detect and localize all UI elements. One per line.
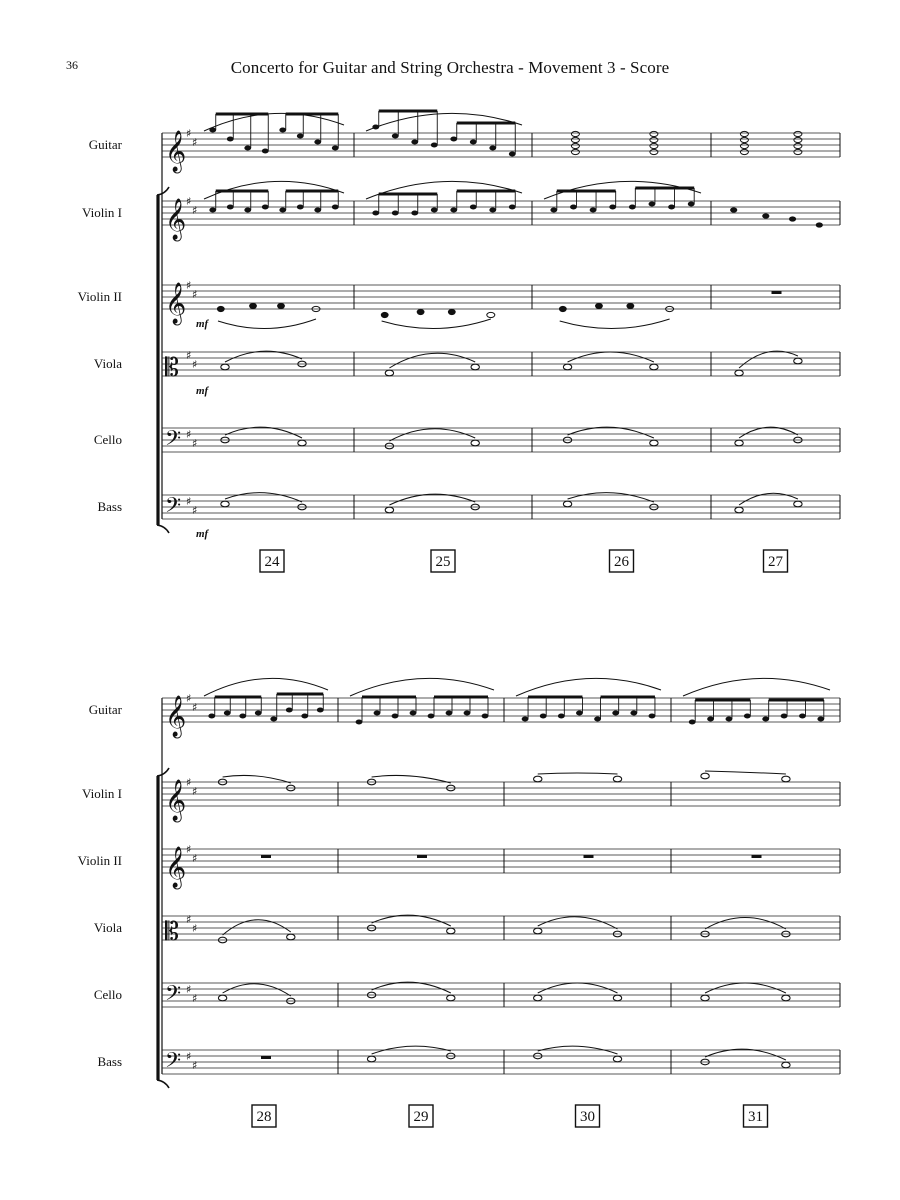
eighth-note: [609, 205, 616, 210]
tie-slur: [538, 983, 618, 993]
eighth-note: [255, 711, 262, 716]
staff: [78, 279, 840, 330]
eighth-note: [612, 711, 619, 716]
slur: [218, 319, 316, 329]
eighth-note: [428, 714, 435, 719]
sharp-icon: ♯: [192, 204, 198, 217]
whole-rest: [584, 855, 594, 858]
eighth-note: [689, 720, 696, 725]
instrument-label: Violin I: [81, 205, 122, 220]
eighth-note: [649, 714, 656, 719]
sharp-icon: ♯: [192, 288, 198, 301]
instrument-label: Guitar: [88, 137, 122, 152]
half-note: [782, 776, 790, 782]
alto-clef-icon: 𝄡: [165, 353, 179, 382]
eighth-note: [431, 143, 438, 148]
quarter-note: [762, 213, 769, 218]
sharp-icon: ♯: [186, 428, 192, 441]
tie-slur: [739, 351, 798, 368]
quarter-note: [789, 216, 796, 221]
staff: [94, 426, 840, 455]
eighth-note: [596, 303, 603, 308]
half-note: [447, 928, 455, 934]
measure-number: [252, 1105, 276, 1127]
sharp-icon: ♯: [192, 136, 198, 149]
tie-slur: [225, 351, 302, 362]
eighth-note: [262, 149, 269, 154]
slur: [560, 319, 670, 329]
instrument-label: Guitar: [88, 702, 122, 717]
chord-note: [571, 149, 579, 154]
eighth-note: [372, 211, 379, 216]
half-note: [471, 364, 479, 370]
sharp-icon: ♯: [192, 992, 198, 1005]
measure-number-label: 25: [435, 554, 451, 570]
instrument-label: Viola: [93, 356, 122, 371]
half-note: [385, 370, 393, 376]
eighth-note: [707, 717, 714, 722]
measure-number-label: 28: [256, 1109, 272, 1125]
eighth-note: [431, 208, 438, 213]
eighth-note: [332, 205, 339, 210]
sharp-icon: ♯: [186, 127, 192, 140]
eighth-note: [270, 717, 277, 722]
eighth-note: [470, 205, 477, 210]
whole-rest: [752, 855, 762, 858]
quarter-note: [816, 222, 823, 227]
half-note: [735, 507, 743, 513]
staff: [82, 181, 840, 241]
tie-slur: [223, 984, 291, 996]
quarter-note: [730, 207, 737, 212]
eighth-note: [297, 205, 304, 210]
whole-rest: [417, 855, 427, 858]
staff: [89, 111, 840, 173]
eighth-note: [244, 208, 251, 213]
eighth-note: [381, 312, 388, 317]
eighth-note: [356, 720, 363, 725]
eighth-note: [374, 711, 381, 716]
measure-number-label: 29: [413, 1109, 429, 1125]
whole-rest: [772, 291, 782, 294]
instrument-label: Violin I: [81, 786, 122, 801]
eighth-note: [278, 303, 285, 308]
eighth-note: [314, 140, 321, 145]
half-note: [794, 501, 802, 507]
half-note: [563, 364, 571, 370]
eighth-note: [762, 717, 769, 722]
eighth-note: [630, 711, 637, 716]
chord-note: [571, 137, 579, 142]
chord-note: [650, 137, 658, 142]
instrument-label: Violin II: [77, 289, 122, 304]
sharp-icon: ♯: [192, 437, 198, 450]
sharp-icon: ♯: [192, 852, 198, 865]
measure-number: [744, 1105, 768, 1127]
sharp-icon: ♯: [192, 922, 198, 935]
half-note: [794, 358, 802, 364]
chord-note: [571, 131, 579, 136]
treble-clef-icon: 𝄞: [165, 847, 187, 888]
eighth-note: [411, 211, 418, 216]
staff: [94, 981, 840, 1010]
staff: [97, 1046, 840, 1077]
eighth-note: [489, 146, 496, 151]
half-note: [735, 440, 743, 446]
eighth-note: [227, 137, 234, 142]
chord-note: [794, 149, 802, 154]
measure-number: [260, 550, 284, 572]
instrument-label: Cello: [93, 987, 122, 1002]
page-number: 36: [66, 58, 78, 72]
eighth-note: [208, 714, 215, 719]
treble-clef-icon: 𝄞: [165, 283, 187, 324]
eighth-note: [799, 714, 806, 719]
measure-number: [409, 1105, 433, 1127]
tie-slur: [538, 773, 618, 774]
half-note: [471, 440, 479, 446]
half-note: [782, 995, 790, 1001]
half-note: [221, 364, 229, 370]
slur: [683, 678, 830, 696]
eighth-note: [286, 708, 293, 713]
sharp-icon: ♯: [186, 195, 192, 208]
bracket-hook-top: [157, 187, 169, 195]
eighth-note: [227, 205, 234, 210]
treble-clef-icon: 𝄞: [165, 780, 187, 821]
staff: [94, 913, 840, 946]
slur: [516, 678, 661, 696]
tie-slur: [372, 915, 451, 926]
eighth-note: [279, 208, 286, 213]
half-note: [367, 1056, 375, 1062]
eighth-note: [244, 146, 251, 151]
tie-slur: [389, 429, 475, 441]
measure-number: [610, 550, 634, 572]
tie-slur: [372, 982, 451, 993]
bass-clef-icon: 𝄢: [165, 426, 182, 455]
whole-rest: [261, 855, 271, 858]
bracket-hook-top: [157, 768, 169, 776]
measure-number-label: 30: [580, 1109, 595, 1125]
sharp-icon: ♯: [186, 983, 192, 996]
tie-slur: [705, 771, 786, 774]
sharp-icon: ♯: [186, 843, 192, 856]
eighth-note: [417, 309, 424, 314]
bracket-hook-bottom: [157, 1080, 169, 1088]
tie-slur: [568, 352, 654, 362]
half-note: [447, 995, 455, 1001]
sharp-icon: ♯: [186, 1050, 192, 1063]
chord-note: [650, 143, 658, 148]
tie-slur: [705, 918, 786, 930]
sharp-icon: ♯: [192, 358, 198, 371]
treble-clef-icon: 𝄞: [165, 199, 187, 240]
eighth-note: [744, 714, 751, 719]
alto-clef-icon: 𝄡: [165, 917, 179, 946]
eighth-note: [558, 714, 565, 719]
eighth-note: [559, 306, 566, 311]
dynamic-marking: mf: [196, 528, 209, 540]
half-note: [534, 928, 542, 934]
staff: [97, 493, 840, 540]
eighth-note: [522, 717, 529, 722]
eighth-note: [482, 714, 489, 719]
eighth-note: [279, 128, 286, 133]
tie-slur: [225, 427, 302, 438]
staff: [89, 678, 840, 738]
eighth-note: [314, 208, 321, 213]
eighth-note: [489, 208, 496, 213]
chord-note: [794, 143, 802, 148]
eighth-note: [509, 152, 516, 157]
treble-clef-icon: 𝄞: [165, 131, 187, 172]
chord-note: [650, 131, 658, 136]
half-note: [218, 995, 226, 1001]
measure-number: [576, 1105, 600, 1127]
eighth-note: [297, 134, 304, 139]
eighth-note: [550, 208, 557, 213]
chord-note: [794, 131, 802, 136]
half-note: [487, 312, 495, 317]
sharp-icon: ♯: [186, 913, 192, 926]
dynamic-marking: mf: [196, 385, 209, 397]
tie-slur: [389, 353, 475, 368]
sharp-icon: ♯: [192, 1059, 198, 1072]
instrument-label: Violin II: [77, 853, 122, 868]
instrument-label: Cello: [93, 432, 122, 447]
eighth-note: [411, 140, 418, 145]
half-note: [735, 370, 743, 376]
eighth-note: [817, 717, 824, 722]
eighth-note: [392, 134, 399, 139]
half-note: [650, 440, 658, 446]
staff: [82, 771, 840, 822]
eighth-note: [470, 140, 477, 145]
tie-slur: [739, 427, 798, 438]
chord-note: [571, 143, 579, 148]
eighth-note: [317, 708, 324, 713]
chord-note: [650, 149, 658, 154]
treble-clef-icon: 𝄞: [165, 696, 187, 737]
eighth-note: [649, 202, 656, 207]
sharp-icon: ♯: [186, 692, 192, 705]
half-note: [701, 995, 709, 1001]
half-note: [701, 773, 709, 779]
sharp-icon: ♯: [186, 279, 192, 292]
whole-rest: [261, 1056, 271, 1059]
half-note: [221, 501, 229, 507]
eighth-note: [410, 711, 417, 716]
eighth-note: [629, 205, 636, 210]
eighth-note: [450, 137, 457, 142]
measure-number-label: 24: [264, 554, 280, 570]
half-note: [385, 507, 393, 513]
half-note: [650, 364, 658, 370]
eighth-note: [464, 711, 471, 716]
instrument-label: Bass: [97, 1054, 122, 1069]
eighth-note: [250, 303, 257, 308]
measure-number-label: 31: [748, 1109, 763, 1125]
eighth-note: [209, 208, 216, 213]
sharp-icon: ♯: [186, 495, 192, 508]
staff: [78, 843, 840, 889]
dynamic-marking: mf: [196, 318, 209, 330]
tie-slur: [389, 494, 475, 505]
half-note: [534, 995, 542, 1001]
sharp-icon: ♯: [192, 701, 198, 714]
sharp-icon: ♯: [186, 349, 192, 362]
bass-clef-icon: 𝄢: [165, 981, 182, 1010]
chord-note: [740, 137, 748, 142]
staff: [94, 349, 840, 397]
chord-note: [740, 131, 748, 136]
eighth-note: [576, 711, 583, 716]
slur: [382, 319, 491, 329]
score-system: [78, 111, 840, 572]
tie-slur: [705, 983, 786, 993]
score-system: [78, 678, 840, 1127]
eighth-note: [668, 205, 675, 210]
eighth-note: [448, 309, 455, 314]
eighth-note: [450, 208, 457, 213]
eighth-note: [688, 202, 695, 207]
eighth-note: [570, 205, 577, 210]
measure-number-label: 27: [768, 554, 783, 570]
eighth-note: [594, 717, 601, 722]
tie-slur: [568, 427, 654, 438]
sharp-icon: ♯: [192, 504, 198, 517]
eighth-note: [262, 205, 269, 210]
eighth-note: [781, 714, 788, 719]
eighth-note: [217, 306, 224, 311]
slur: [204, 113, 344, 131]
chord-note: [740, 149, 748, 154]
half-note: [287, 934, 295, 940]
sharp-icon: ♯: [192, 785, 198, 798]
half-note: [298, 440, 306, 446]
chord-note: [794, 137, 802, 142]
bass-clef-icon: 𝄢: [165, 493, 182, 522]
measure-number-label: 26: [614, 554, 629, 570]
slur: [350, 678, 494, 696]
instrument-label: Bass: [97, 499, 122, 514]
page-title: Concerto for Guitar and String Orchestra - Movement 3 - Score: [230, 58, 670, 77]
bass-clef-icon: 𝄢: [165, 1048, 182, 1077]
measure-number: [431, 550, 455, 572]
eighth-note: [301, 714, 308, 719]
eighth-note: [540, 714, 547, 719]
eighth-note: [446, 711, 453, 716]
half-note: [782, 1062, 790, 1068]
tie-slur: [538, 917, 618, 929]
half-note: [563, 501, 571, 507]
eighth-note: [392, 211, 399, 216]
half-note: [613, 995, 621, 1001]
eighth-note: [239, 714, 246, 719]
eighth-note: [332, 146, 339, 151]
tie-slur: [705, 1049, 786, 1060]
half-note: [534, 776, 542, 782]
half-note: [613, 1056, 621, 1062]
eighth-note: [392, 714, 399, 719]
instrument-label: Viola: [93, 920, 122, 935]
half-note: [613, 776, 621, 782]
eighth-note: [509, 205, 516, 210]
eighth-note: [590, 208, 597, 213]
eighth-note: [627, 303, 634, 308]
chord-note: [740, 143, 748, 148]
eighth-note: [726, 717, 733, 722]
sharp-icon: ♯: [186, 776, 192, 789]
measure-number: [764, 550, 788, 572]
eighth-note: [224, 711, 231, 716]
bracket-hook-bottom: [157, 525, 169, 533]
